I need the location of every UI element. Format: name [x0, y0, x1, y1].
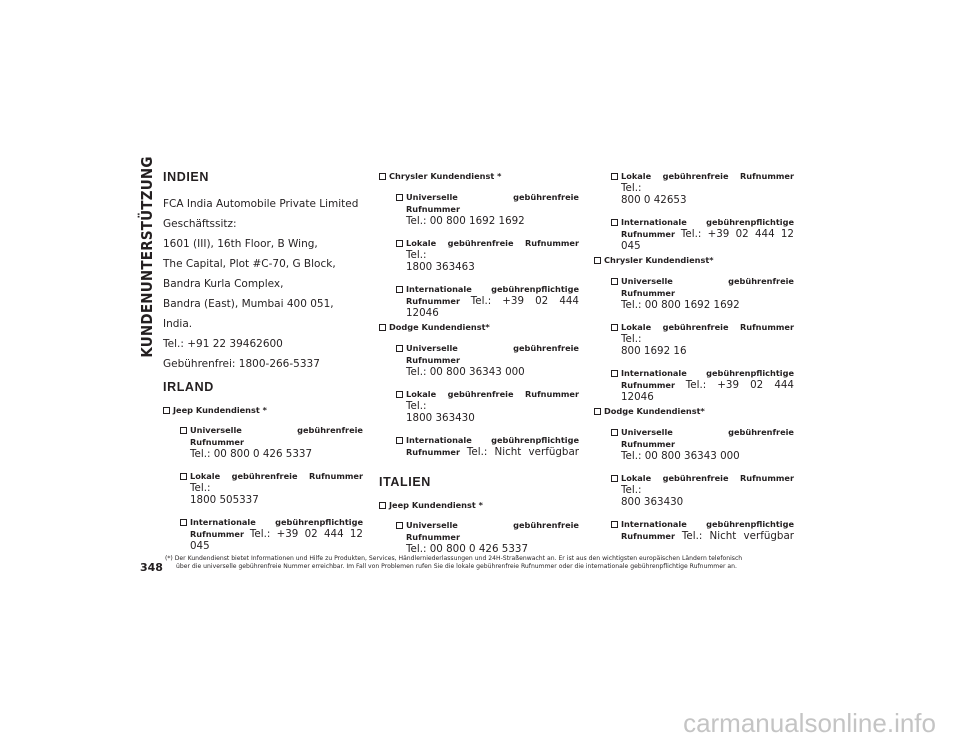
tel-prefix: Tel.:	[621, 333, 642, 345]
number-label: Universelle gebührenfreie Rufnummer	[406, 192, 579, 214]
tel-prefix: Tel.:	[621, 182, 642, 194]
service-label: Chrysler Kundendienst	[389, 171, 495, 181]
number-label: Internationale gebührenpflichtige Rufnummer	[406, 435, 579, 457]
phone-number: Tel.: 00 800 0 426 5337	[190, 448, 313, 460]
number-label: Universelle gebührenfreie Rufnummer	[621, 276, 794, 298]
irland-chrysler-service	[379, 170, 579, 182]
service-label: Dodge Kundendienst*	[389, 322, 490, 332]
service-label: Dodge Kundendienst*	[604, 406, 705, 416]
italien-dodge-service	[594, 405, 794, 417]
number-label: Lokale gebührenfreie Rufnummer	[621, 473, 794, 483]
number-label: Internationale gebührenpflichtige Rufnummer	[406, 284, 579, 306]
address-line: The Capital, Plot #C-70, G Block,	[163, 258, 336, 270]
phone-number: 1800 363430	[406, 412, 475, 424]
phone-number: Tel.: 00 800 0 426 5337	[406, 543, 529, 555]
address-line: 1601 (III), 16th Floor, B Wing,	[163, 238, 318, 250]
phone-number: 1800 505337	[190, 494, 259, 506]
page-number: 348	[140, 561, 163, 574]
italien-chrysler-universal	[611, 275, 794, 312]
italien-chrysler-service	[594, 254, 794, 266]
irland-jeep-universal	[180, 424, 363, 461]
phone-number: 800 1692 16	[621, 345, 687, 357]
italien-dodge-intl	[611, 518, 794, 542]
irland-chrysler-intl	[396, 283, 579, 319]
phone-number: 800 363430	[621, 496, 684, 508]
footnote-line: über die universelle gebührenfreie Nummer erreichbar. Im Fall von Problemen rufen Sie die lokale gebührenfreie Rufnummer oder die internationale gebührenpflichtige Rufnummer an.	[176, 563, 737, 570]
section-title: KUNDENUNTERSTÜTZUNG	[138, 156, 156, 358]
address-line: Bandra (East), Mumbai 400 051,	[163, 298, 334, 310]
phone-number: Tel.: 00 800 1692 1692	[406, 215, 525, 227]
address-line: Gebührenfrei: 1800-266-5337	[163, 358, 320, 370]
address-line: India.	[163, 318, 193, 330]
irland-chrysler-universal	[396, 191, 579, 228]
phone-number: 1800 363463	[406, 261, 475, 273]
watermark: carmanualsonline.info	[683, 708, 936, 738]
number-label: Lokale gebührenfreie Rufnummer	[621, 322, 794, 332]
phone-number: Tel.: +39 02 444 12 045	[190, 528, 363, 552]
heading-italien: ITALIEN	[379, 475, 431, 489]
phone-number: Tel.: 00 800 1692 1692	[621, 299, 740, 311]
heading-india: INDIEN	[163, 170, 209, 184]
irland-jeep-intl	[180, 516, 363, 552]
italien-jeep-universal	[396, 519, 579, 556]
number-label: Lokale gebührenfreie Rufnummer	[190, 471, 363, 481]
number-label: Internationale gebührenpflichtige Rufnummer	[621, 217, 794, 239]
number-label: Universelle gebührenfreie Rufnummer	[190, 425, 363, 447]
number-label: Lokale gebührenfreie Rufnummer	[406, 389, 579, 399]
italien-jeep-intl	[611, 216, 794, 252]
address-line: Bandra Kurla Complex,	[163, 278, 284, 290]
irland-jeep-service	[163, 404, 363, 416]
phone-number: 800 0 42653	[621, 194, 687, 206]
address-line: Tel.: +91 22 39462600	[163, 338, 283, 350]
footnote-line: (*) Der Kundendienst bietet Informationen und Hilfe zu Produkten, Services, Händlerniederlassungen und 24H-Straßenwacht an. Er ist aus den wichtigsten europäischen Ländern telefonisch	[165, 555, 743, 562]
phone-number: Tel.: +39 02 444 12 045	[621, 228, 794, 252]
address-line: FCA India Automobile Private Limited	[163, 198, 359, 210]
number-label: Lokale gebührenfreie Rufnummer	[621, 171, 794, 181]
phone-number: Tel.: 00 800 36343 000	[621, 450, 740, 462]
column-2	[379, 170, 579, 556]
phone-number: Tel.: Nicht verfügbar	[681, 530, 794, 542]
irland-dodge-service	[379, 321, 579, 333]
column-3	[594, 170, 794, 542]
italien-jeep-service	[379, 499, 579, 511]
irland-dodge-universal	[396, 342, 579, 379]
tel-prefix: Tel.:	[406, 249, 427, 261]
number-label: Internationale gebührenpflichtige Rufnummer	[621, 519, 794, 541]
number-label: Universelle gebührenfreie Rufnummer	[621, 427, 794, 449]
phone-number: Tel.: +39 02 444 12046	[406, 295, 579, 319]
irland-dodge-local	[396, 388, 579, 425]
irland-jeep-local	[180, 470, 363, 507]
service-label: Jeep Kundendienst	[173, 405, 260, 415]
italien-dodge-universal	[611, 426, 794, 463]
tel-prefix: Tel.:	[621, 484, 642, 496]
india-address	[163, 194, 363, 374]
number-label: Internationale gebührenpflichtige Rufnummer	[190, 517, 363, 539]
tel-prefix: Tel.:	[190, 482, 211, 494]
number-label: Lokale gebührenfreie Rufnummer	[406, 238, 579, 248]
number-label: Internationale gebührenpflichtige Rufnummer	[621, 368, 794, 390]
italien-jeep-local	[611, 170, 794, 207]
italien-dodge-local	[611, 472, 794, 509]
irland-chrysler-local	[396, 237, 579, 274]
service-label: Chrysler Kundendienst*	[604, 255, 714, 265]
service-label: Jeep Kundendienst	[389, 500, 476, 510]
italien-chrysler-local	[611, 321, 794, 358]
number-label: Universelle gebührenfreie Rufnummer	[406, 343, 579, 365]
phone-number: Tel.: Nicht verfügbar	[466, 446, 579, 458]
phone-number: Tel.: +39 02 444 12046	[621, 379, 794, 403]
phone-number: Tel.: 00 800 36343 000	[406, 366, 525, 378]
irland-dodge-intl	[396, 434, 579, 458]
footnote	[165, 555, 805, 571]
italien-chrysler-intl	[611, 367, 794, 403]
heading-irland: IRLAND	[163, 380, 214, 394]
number-label: Universelle gebührenfreie Rufnummer	[406, 520, 579, 542]
column-1	[163, 170, 363, 552]
address-line: Geschäftssitz:	[163, 218, 237, 230]
section-sidebar	[136, 156, 158, 358]
tel-prefix: Tel.:	[406, 400, 427, 412]
